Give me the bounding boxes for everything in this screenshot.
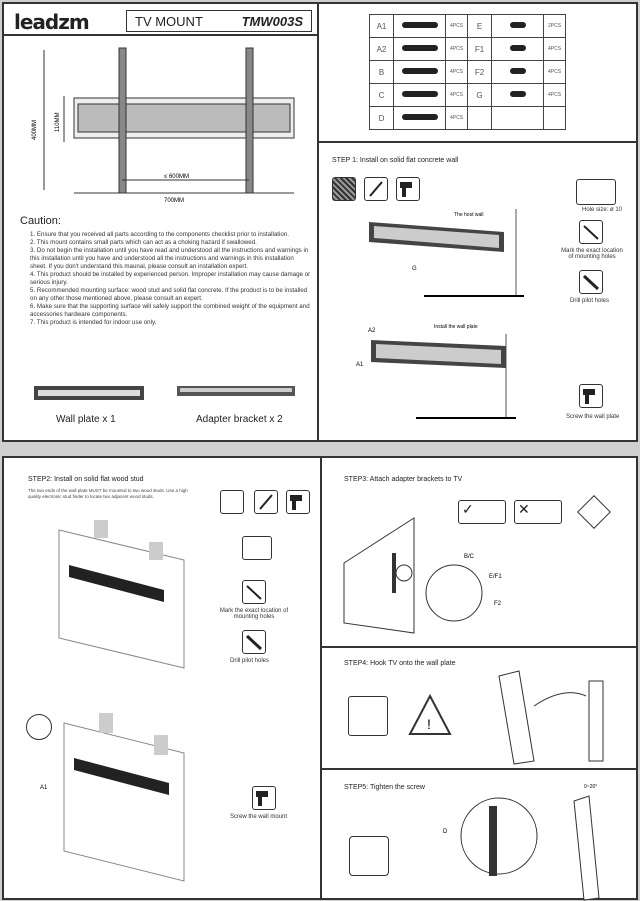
- caution-item: 2. This mount contains small parts which can act as a choking hazard if swallowed.: [30, 239, 257, 246]
- hole-size-icon: [242, 536, 272, 560]
- parts-row: [370, 15, 566, 38]
- pencil-icon: [254, 490, 278, 514]
- part-quantity: 4PCS: [544, 38, 566, 61]
- page-bottom: [2, 456, 638, 900]
- divider: [320, 768, 638, 770]
- part-quantity: 4PCS: [544, 61, 566, 84]
- install-plate-label: Install the wall plate: [434, 324, 478, 330]
- caution-item: 1. Ensure that you received all parts according to the components checklist prior to installation.: [30, 231, 289, 238]
- adapter-bracket-label: Adapter bracket x 2: [196, 414, 283, 425]
- part-label: E: [468, 15, 492, 38]
- part-label: F2: [468, 61, 492, 84]
- parts-table: [369, 14, 566, 130]
- part-image: [394, 107, 446, 130]
- dim-width-inner: ≤ 600MM: [164, 174, 189, 180]
- part-quantity: 4PCS: [446, 61, 468, 84]
- drill-holes-label: Drill pilot holes: [230, 658, 270, 664]
- stud-finder-icon: [220, 490, 244, 514]
- part-image: [492, 15, 544, 38]
- step2-stud-diagram: [54, 520, 194, 670]
- step4-title: STEP4: Hook TV onto the wall plate: [344, 660, 456, 667]
- product-title: TV MOUNT: [135, 13, 203, 29]
- drill-icon: [396, 177, 420, 201]
- step4-hook-diagram: [494, 666, 624, 766]
- mount-dimension-diagram: [24, 40, 314, 206]
- two-person-lift-icon: [348, 696, 388, 736]
- part-label: A2: [370, 38, 394, 61]
- drill-bit-icon: [242, 630, 266, 654]
- a1-label: A1: [356, 362, 364, 368]
- parts-row: [370, 38, 566, 61]
- step3-tv-diagram: [334, 513, 534, 643]
- title-box: [126, 10, 312, 32]
- divider: [317, 4, 319, 440]
- hole-size-icon: [576, 179, 616, 205]
- mark-holes-label: Mark the exact location of mounting holes: [219, 608, 289, 620]
- brand-logo: leadzm: [14, 10, 89, 34]
- model-number: TMW003S: [241, 13, 303, 29]
- part-label: B: [370, 61, 394, 84]
- d-label: D: [443, 829, 448, 835]
- part-image: [394, 15, 446, 38]
- screwdriver-icon: [577, 495, 611, 529]
- step5-tighten-diagram: [434, 776, 634, 900]
- part-quantity: 2PCS: [544, 15, 566, 38]
- caution-item: 6. Make sure that the supporting surface will safely support the combined weight of the equipment and accessories hardware components.: [30, 303, 310, 318]
- mark-holes-label: Mark the exact location of mounting holes: [561, 248, 623, 260]
- pencil-icon: [364, 177, 388, 201]
- hole-size-label: Hole size: ø 10: [582, 207, 623, 213]
- part-label: D: [370, 107, 394, 130]
- part-label: [468, 107, 492, 130]
- screw-mount-label: Screw the wall mount: [230, 814, 288, 820]
- host-wall-label: The host wall: [454, 212, 484, 218]
- divider: [320, 458, 322, 898]
- ef1-label: E/F1: [489, 574, 502, 580]
- screwdriver-icon: [349, 836, 389, 876]
- part-image: [394, 84, 446, 107]
- warning-icon: [408, 694, 452, 736]
- dim-height-inner: 110MM: [55, 112, 61, 132]
- caution-item: 3. Do not begin the installation until you have read and understood all the instructions and warnings in this installation until you have and understood all the instructions and warnings in this installation sheet. If you don't understand this maunal, please consult an installation expert.: [30, 247, 309, 270]
- cross-wrong-icon: ✕: [514, 500, 562, 524]
- drill-bit-icon: [579, 270, 603, 294]
- mark-pencil-icon: [579, 220, 603, 244]
- step1-install-diagram: [356, 322, 526, 422]
- wall-plate-label: Wall plate x 1: [56, 414, 116, 425]
- page-top: [2, 2, 638, 442]
- bc-label: B/C: [464, 554, 475, 560]
- part-quantity: 4PCS: [446, 38, 468, 61]
- components-illustration: [32, 382, 302, 402]
- g-label: G: [412, 266, 417, 272]
- dim-height-outer: 400MM: [32, 119, 38, 140]
- step1-title: STEP 1: Install on solid flat concrete wall: [332, 157, 459, 164]
- part-quantity: [544, 107, 566, 130]
- step5-title: STEP5: Tighten the screw: [344, 784, 425, 791]
- parts-row: [370, 61, 566, 84]
- part-quantity: 4PCS: [446, 15, 468, 38]
- svg-text:!: !: [427, 716, 431, 732]
- parts-row: [370, 107, 566, 130]
- divider: [320, 646, 638, 648]
- a1-label: A1: [40, 785, 48, 791]
- part-image: [492, 84, 544, 107]
- caution-item: 5. Recommended mounting surface: wood stud and solid flat concrete. If the product is to be installed on any other those mentioned above, please consult an expert.: [30, 287, 308, 302]
- part-label: F1: [468, 38, 492, 61]
- f2-label: F2: [494, 601, 502, 607]
- screw-plate-label: Screw the wall plate: [566, 414, 620, 420]
- step3-title: STEP3: Attach adapter brackets to TV: [344, 476, 463, 483]
- drill-holes-label: Drill pilot holes: [570, 298, 610, 304]
- part-label: A1: [370, 15, 394, 38]
- part-label: G: [468, 84, 492, 107]
- drill-icon: [286, 490, 310, 514]
- concrete-wall-icon: [332, 177, 356, 201]
- mark-pencil-icon: [242, 580, 266, 604]
- part-image: [492, 61, 544, 84]
- step2-install-diagram: [40, 713, 204, 883]
- part-image: [394, 38, 446, 61]
- caution-title: Caution:: [20, 215, 61, 227]
- step2-title: STEP2: Install on solid flat wood stud: [28, 476, 144, 483]
- part-quantity: 4PCS: [446, 84, 468, 107]
- a2-label: A2: [368, 328, 376, 334]
- step1-wall-diagram: [364, 204, 534, 299]
- part-image: [394, 61, 446, 84]
- part-label: C: [370, 84, 394, 107]
- step2-description: The two ends of the wall plate MUST be mounted to two wood studs. Use a high quality electronic stud finder to locate two adjacent wood studs.: [28, 488, 188, 499]
- caution-item: 7. This product is intended for indoor use only.: [30, 319, 157, 326]
- caution-section: [20, 215, 312, 327]
- screw-drill-icon: [579, 384, 603, 408]
- part-image: [492, 107, 544, 130]
- part-quantity: 4PCS: [544, 84, 566, 107]
- divider: [4, 34, 317, 36]
- check-ok-icon: ✓: [458, 500, 506, 524]
- divider: [317, 141, 638, 143]
- caution-item: 4. This product should be installed by experienced person. Improper installation may cause damage or serious injury.: [30, 271, 311, 286]
- part-quantity: 4PCS: [446, 107, 468, 130]
- dim-width-outer: 700MM: [164, 198, 185, 204]
- part-image: [492, 38, 544, 61]
- angle-label: 0~20°: [584, 784, 598, 790]
- screw-drill-icon: [252, 786, 276, 810]
- parts-row: [370, 84, 566, 107]
